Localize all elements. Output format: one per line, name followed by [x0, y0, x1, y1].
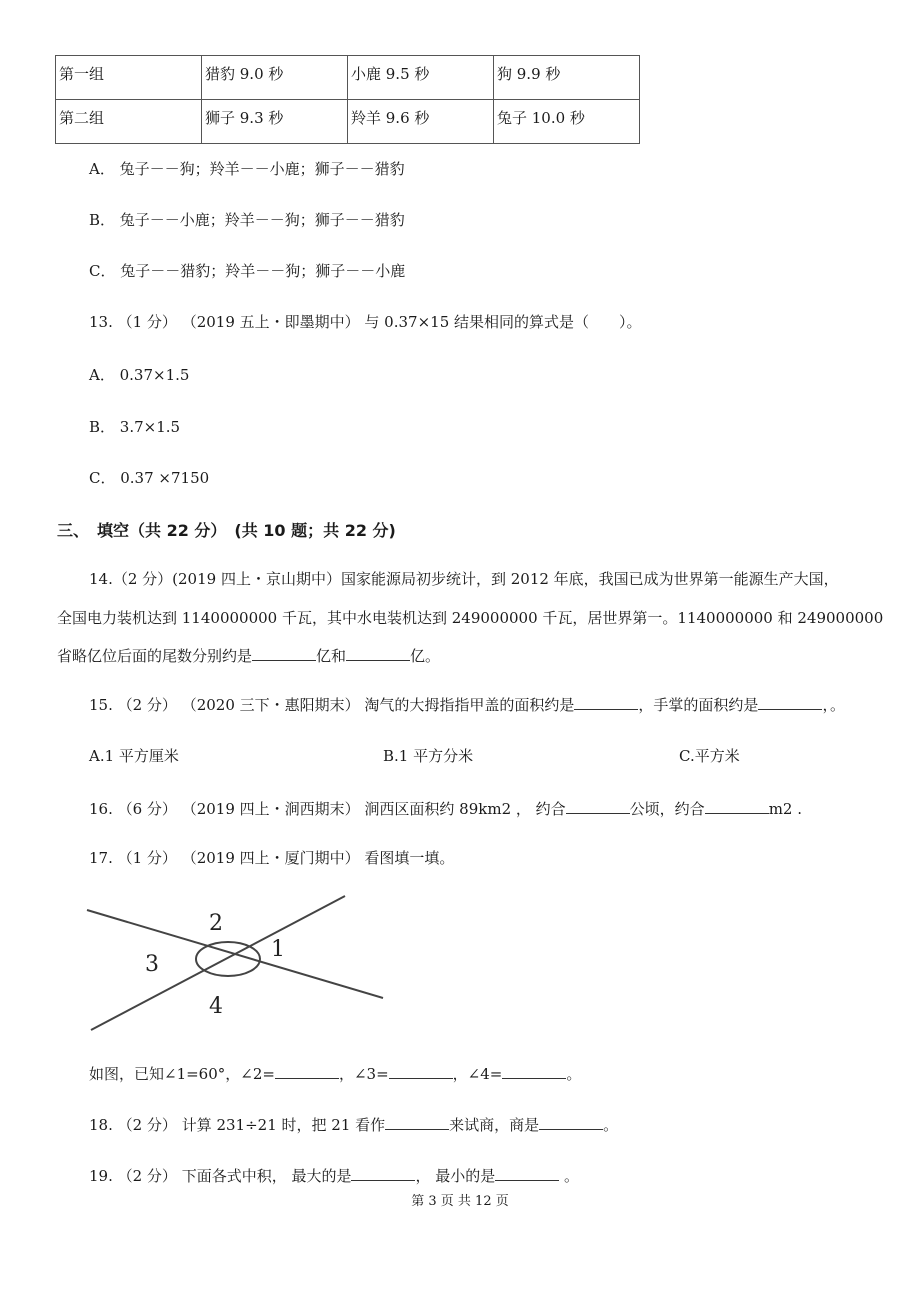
q19-stem	[89, 1165, 579, 1186]
table-cell: 狮子 9.3 秒	[202, 100, 348, 144]
q12-option-b[interactable]: B． 兔子－－小鹿；羚羊－－狗；狮子－－猎豹	[89, 211, 405, 229]
q17-text: 如图，已知∠1=60°，∠2=	[89, 1065, 275, 1083]
answer-blank[interactable]	[566, 799, 630, 814]
answer-blank[interactable]	[758, 695, 822, 710]
q13-option-b[interactable]: B． 3.7×1.5	[89, 418, 181, 436]
table-cell: 狗 9.9 秒	[494, 56, 640, 100]
q14-text: 亿。	[410, 647, 441, 665]
table-cell: 第二组	[56, 100, 202, 144]
q15-text: 15. （2 分） （2020 三下・惠阳期末） 淘气的大拇指指甲盖的面积约是	[89, 696, 575, 714]
table-row	[56, 56, 640, 100]
q19-text: 。	[559, 1167, 580, 1185]
page-footer: 第 3 页 共 12 页	[411, 1194, 509, 1209]
q16-text: 公顷，约合	[629, 800, 705, 818]
q15-text: ，。	[822, 696, 845, 714]
answer-blank[interactable]	[346, 646, 410, 661]
q15-option-b[interactable]: B.1 平方分米	[383, 747, 474, 765]
answer-blank[interactable]	[389, 1064, 453, 1079]
q17-text: 。	[566, 1065, 582, 1083]
q17-text: ，∠3=	[338, 1065, 389, 1083]
angle-label-4: 4	[209, 994, 223, 1019]
q16-text: m2 .	[768, 800, 802, 818]
q18-text: 来试商，商是	[449, 1116, 540, 1134]
table-cell: 猎豹 9.0 秒	[202, 56, 348, 100]
answer-blank[interactable]	[252, 646, 316, 661]
answer-blank[interactable]	[705, 799, 769, 814]
race-time-table	[55, 55, 640, 144]
answer-blank[interactable]	[351, 1166, 415, 1181]
answer-blank[interactable]	[502, 1064, 566, 1079]
q14-line-1: 14.（2 分）(2019 四上・京山期中）国家能源局初步统计，到 2012 年底，我国已成为世界第一能源生产大国，	[89, 570, 839, 588]
angle-label-1: 1	[271, 937, 285, 962]
q17-stem: 17. （1 分） （2019 四上・厦门期中） 看图填一填。	[89, 849, 455, 867]
angle-figure	[85, 890, 385, 1040]
q12-option-a[interactable]: A． 兔子－－狗；羚羊－－小鹿；狮子－－猎豹	[89, 160, 405, 178]
angle-label-2: 2	[209, 911, 223, 936]
q13-option-c[interactable]: C． 0.37 ×7150	[89, 469, 210, 487]
angle-label-3: 3	[145, 952, 159, 977]
q19-text: 19. （2 分） 下面各式中积， 最大的是	[89, 1167, 352, 1185]
table-cell: 第一组	[56, 56, 202, 100]
table-row	[56, 100, 640, 144]
q13-option-a[interactable]: A． 0.37×1.5	[89, 366, 190, 384]
table-cell: 小鹿 9.5 秒	[348, 56, 494, 100]
q14-text: 亿和	[316, 647, 347, 665]
q12-option-c[interactable]: C． 兔子－－猎豹；羚羊－－狗；狮子－－小鹿	[89, 262, 406, 280]
answer-blank[interactable]	[495, 1166, 559, 1181]
q18-text: 18. （2 分） 计算 231÷21 时，把 21 看作	[89, 1116, 386, 1134]
q18-text: 。	[603, 1116, 619, 1134]
answer-blank[interactable]	[275, 1064, 339, 1079]
answer-blank[interactable]	[539, 1115, 603, 1130]
q15-stem	[89, 694, 845, 715]
q14-line-3	[57, 645, 440, 666]
q16-text: 16. （6 分） （2019 四上・涧西期末） 涧西区面积约 89km2 ， 约合	[89, 800, 566, 818]
q14-line-2: 全国电力装机达到 1140000000 千瓦，其中水电装机达到 249000000 千瓦，居世界第一。1140000000 和 249000000	[57, 609, 884, 627]
q16-stem	[89, 798, 802, 819]
q15-option-c[interactable]: C.平方米	[679, 747, 740, 765]
q17-answer-line	[89, 1063, 581, 1084]
q17-text: ，∠4=	[452, 1065, 503, 1083]
q15-text: ，手掌的面积约是	[638, 696, 759, 714]
q14-text: 省略亿位后面的尾数分别约是	[57, 647, 253, 665]
answer-blank[interactable]	[574, 695, 638, 710]
q19-text: ， 最小的是	[415, 1167, 496, 1185]
answer-blank[interactable]	[385, 1115, 449, 1130]
section-title: 三、 填空（共 22 分） (共 10 题；共 22 分)	[57, 521, 396, 540]
table-cell: 兔子 10.0 秒	[494, 100, 640, 144]
q13-stem: 13. （1 分） （2019 五上・即墨期中） 与 0.37×15 结果相同的算式是（ ）。	[89, 313, 642, 331]
table-cell: 羚羊 9.6 秒	[348, 100, 494, 144]
q18-stem	[89, 1114, 618, 1135]
q15-option-a[interactable]: A.1 平方厘米	[89, 747, 179, 765]
